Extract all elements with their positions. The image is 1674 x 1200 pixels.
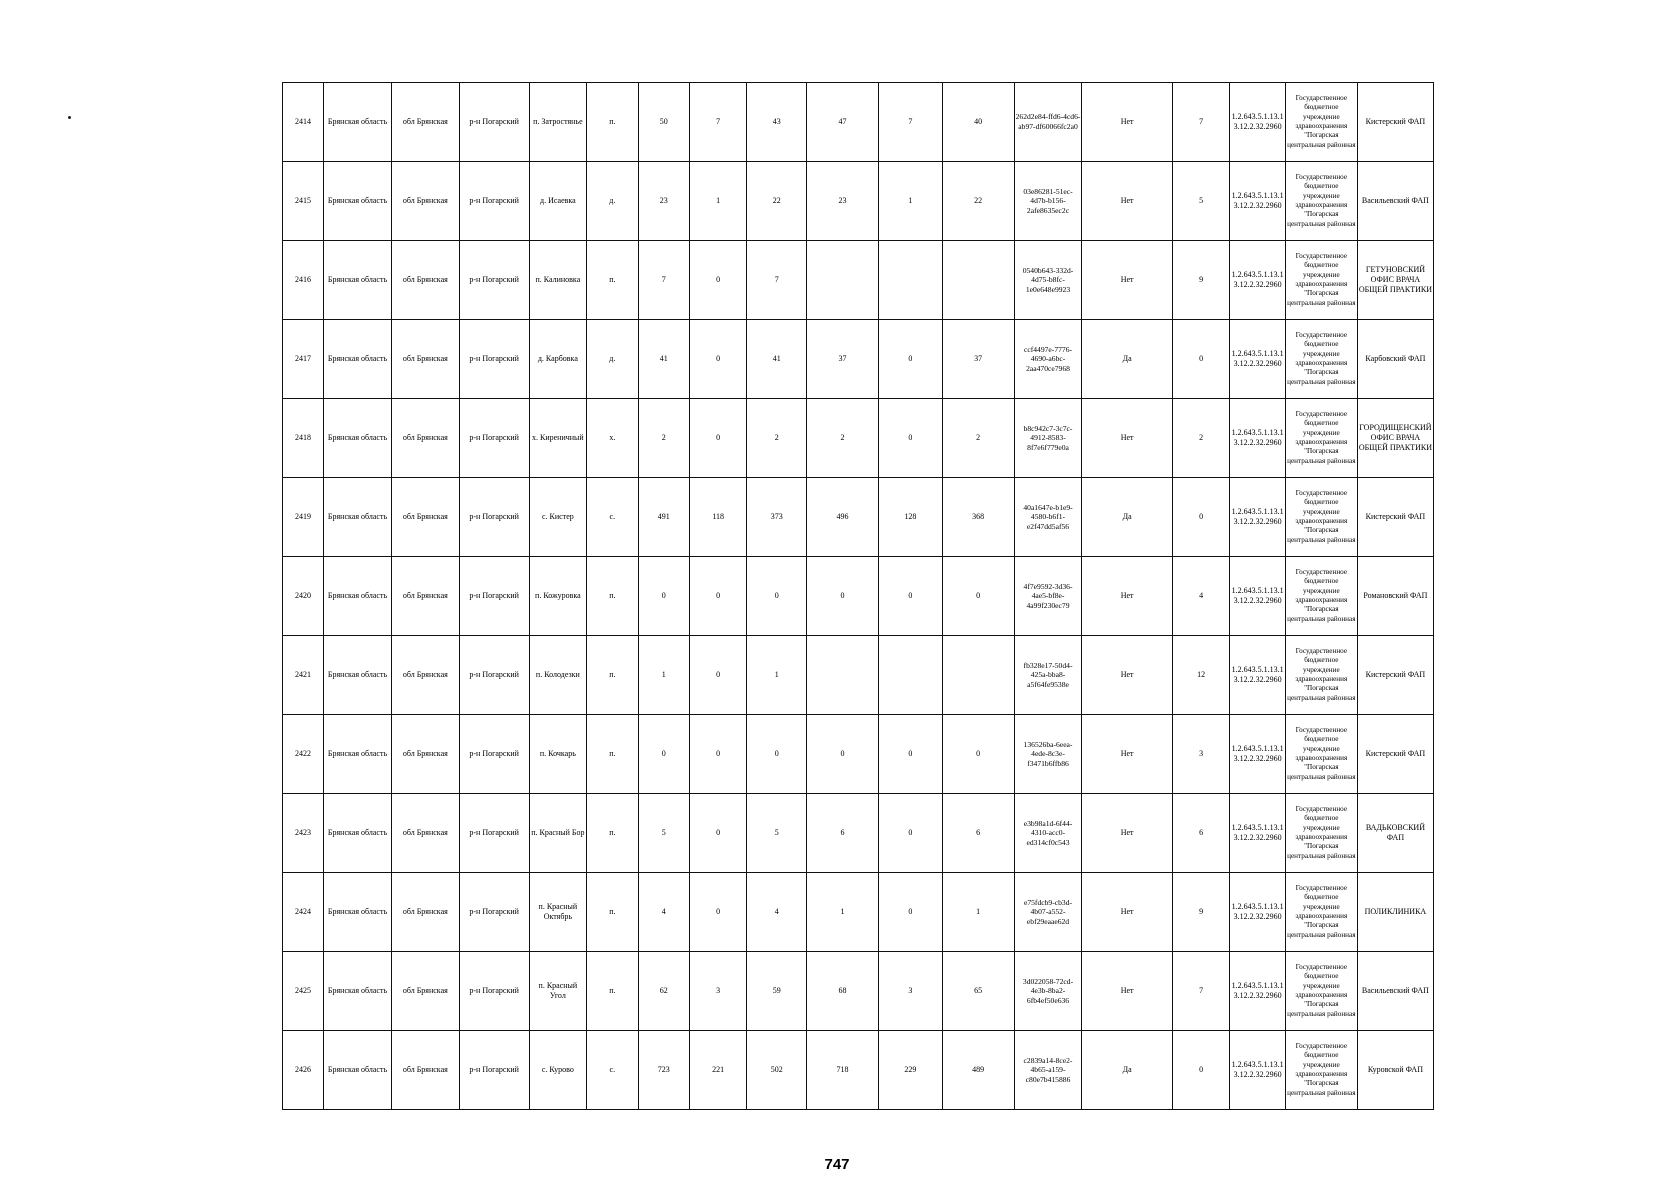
settlement-type-cell: п. [587, 715, 638, 794]
population-total-2-cell: 2 [807, 399, 879, 478]
population-a-cell: 221 [689, 1031, 747, 1110]
table-row [283, 162, 1434, 241]
flag-cell: Нет [1082, 794, 1172, 873]
population-total-2-cell: 718 [807, 1031, 879, 1110]
settlement-cell: п. Красный Октябрь [529, 873, 587, 952]
population-a-cell: 0 [689, 636, 747, 715]
population-b-cell: 59 [747, 952, 807, 1031]
guid-cell: b8c942c7-3c7c-4912-8583-8f7e6f779e0a [1014, 399, 1082, 478]
distance-cell: 0 [1172, 320, 1230, 399]
facility-cell: Кистерский ФАП [1357, 715, 1433, 794]
organization-cell: Государственное бюджетное учреждение здравоохранения "Погарская центральная районная [1285, 715, 1357, 794]
oblast-cell: обл Брянская [391, 873, 459, 952]
population-total-cell: 0 [638, 557, 689, 636]
settlement-cell: п. Калиновка [529, 241, 587, 320]
population-total-cell: 62 [638, 952, 689, 1031]
population-total-2-cell: 1 [807, 873, 879, 952]
district-cell: р-н Погарский [459, 399, 529, 478]
population-total-2-cell: 6 [807, 794, 879, 873]
region-cell: Брянская область [324, 478, 392, 557]
table-row [283, 873, 1434, 952]
oblast-cell: обл Брянская [391, 1031, 459, 1110]
population-total-cell: 50 [638, 83, 689, 162]
population-total-2-cell: 0 [807, 715, 879, 794]
district-cell: р-н Погарский [459, 1031, 529, 1110]
settlement-cell: п. Кочкарь [529, 715, 587, 794]
population-a-cell: 3 [689, 952, 747, 1031]
guid-cell: 4f7e9592-3d36-4ae5-bf8e-4a99f230ec79 [1014, 557, 1082, 636]
population-a-2-cell: 0 [878, 794, 942, 873]
population-b-2-cell: 22 [942, 162, 1014, 241]
region-cell: Брянская область [324, 636, 392, 715]
settlement-cell: с. Курово [529, 1031, 587, 1110]
region-cell: Брянская область [324, 320, 392, 399]
facility-cell: ПОЛИКЛИНИКА [1357, 873, 1433, 952]
flag-cell: Нет [1082, 715, 1172, 794]
oid-cell: 1.2.643.5.1.13.13.12.2.32.2960 [1230, 715, 1285, 794]
oblast-cell: обл Брянская [391, 320, 459, 399]
table-row [283, 794, 1434, 873]
population-b-cell: 502 [747, 1031, 807, 1110]
distance-cell: 0 [1172, 1031, 1230, 1110]
settlement-cell: п. Затростянье [529, 83, 587, 162]
facility-cell: ГОРОДИЩЕНСКИЙ ОФИС ВРАЧА ОБЩЕЙ ПРАКТИКИ [1357, 399, 1433, 478]
flag-cell: Нет [1082, 557, 1172, 636]
row-number-cell: 2425 [283, 952, 324, 1031]
population-a-2-cell [878, 241, 942, 320]
district-cell: р-н Погарский [459, 557, 529, 636]
row-number-cell: 2420 [283, 557, 324, 636]
table-row [283, 241, 1434, 320]
flag-cell: Нет [1082, 241, 1172, 320]
table-row [283, 83, 1434, 162]
population-total-cell: 7 [638, 241, 689, 320]
oblast-cell: обл Брянская [391, 557, 459, 636]
oblast-cell: обл Брянская [391, 794, 459, 873]
organization-cell: Государственное бюджетное учреждение здравоохранения "Погарская центральная районная [1285, 83, 1357, 162]
population-total-2-cell: 23 [807, 162, 879, 241]
population-a-cell: 0 [689, 241, 747, 320]
population-a-cell: 118 [689, 478, 747, 557]
population-b-2-cell [942, 636, 1014, 715]
population-total-cell: 23 [638, 162, 689, 241]
guid-cell: 03e86281-51ec-4d7b-b156-2afe8635ec2c [1014, 162, 1082, 241]
region-cell: Брянская область [324, 83, 392, 162]
region-cell: Брянская область [324, 399, 392, 478]
facility-cell: Куровской ФАП [1357, 1031, 1433, 1110]
population-b-2-cell: 489 [942, 1031, 1014, 1110]
district-cell: р-н Погарский [459, 873, 529, 952]
facility-cell: Кистерский ФАП [1357, 478, 1433, 557]
flag-cell: Да [1082, 478, 1172, 557]
row-number-cell: 2414 [283, 83, 324, 162]
organization-cell: Государственное бюджетное учреждение здравоохранения "Погарская центральная районная [1285, 794, 1357, 873]
district-cell: р-н Погарский [459, 162, 529, 241]
distance-cell: 6 [1172, 794, 1230, 873]
population-b-cell: 4 [747, 873, 807, 952]
population-a-2-cell: 0 [878, 715, 942, 794]
population-total-2-cell: 37 [807, 320, 879, 399]
population-a-2-cell: 0 [878, 399, 942, 478]
population-total-cell: 5 [638, 794, 689, 873]
population-total-2-cell [807, 241, 879, 320]
row-number-cell: 2422 [283, 715, 324, 794]
organization-cell: Государственное бюджетное учреждение здравоохранения "Погарская центральная районная [1285, 557, 1357, 636]
district-cell: р-н Погарский [459, 83, 529, 162]
oid-cell: 1.2.643.5.1.13.13.12.2.32.2960 [1230, 873, 1285, 952]
population-a-2-cell: 7 [878, 83, 942, 162]
organization-cell: Государственное бюджетное учреждение здравоохранения "Погарская центральная районная [1285, 478, 1357, 557]
guid-cell: 0540b643-332d-4d75-b8fc-1e0e648e9923 [1014, 241, 1082, 320]
settlement-type-cell: п. [587, 873, 638, 952]
population-a-2-cell: 0 [878, 873, 942, 952]
table-row [283, 557, 1434, 636]
oid-cell: 1.2.643.5.1.13.13.12.2.32.2960 [1230, 478, 1285, 557]
settlement-cell: д. Исаевка [529, 162, 587, 241]
population-a-cell: 7 [689, 83, 747, 162]
district-cell: р-н Погарский [459, 478, 529, 557]
oid-cell: 1.2.643.5.1.13.13.12.2.32.2960 [1230, 1031, 1285, 1110]
facility-cell: Романовский ФАП [1357, 557, 1433, 636]
organization-cell: Государственное бюджетное учреждение здравоохранения "Погарская центральная районная [1285, 636, 1357, 715]
oblast-cell: обл Брянская [391, 83, 459, 162]
population-a-2-cell: 128 [878, 478, 942, 557]
population-total-cell: 2 [638, 399, 689, 478]
population-a-cell: 0 [689, 399, 747, 478]
row-number-cell: 2426 [283, 1031, 324, 1110]
population-b-cell: 2 [747, 399, 807, 478]
facility-cell: Васильевский ФАП [1357, 952, 1433, 1031]
region-cell: Брянская область [324, 241, 392, 320]
region-cell: Брянская область [324, 715, 392, 794]
distance-cell: 5 [1172, 162, 1230, 241]
settlement-cell: с. Кистер [529, 478, 587, 557]
oid-cell: 1.2.643.5.1.13.13.12.2.32.2960 [1230, 162, 1285, 241]
guid-cell: 3d022058-72cd-4e3b-8ba2-6fb4ef50e636 [1014, 952, 1082, 1031]
facility-cell: Кистерский ФАП [1357, 636, 1433, 715]
population-total-cell: 41 [638, 320, 689, 399]
district-cell: р-н Погарский [459, 952, 529, 1031]
population-a-2-cell: 0 [878, 557, 942, 636]
flag-cell: Да [1082, 320, 1172, 399]
region-cell: Брянская область [324, 794, 392, 873]
population-total-2-cell: 496 [807, 478, 879, 557]
row-number-cell: 2419 [283, 478, 324, 557]
population-a-2-cell: 0 [878, 320, 942, 399]
population-total-2-cell: 0 [807, 557, 879, 636]
row-number-cell: 2421 [283, 636, 324, 715]
distance-cell: 7 [1172, 83, 1230, 162]
population-a-2-cell [878, 636, 942, 715]
flag-cell: Да [1082, 1031, 1172, 1110]
settlement-type-cell: д. [587, 162, 638, 241]
population-b-2-cell: 40 [942, 83, 1014, 162]
facility-cell: Карбовский ФАП [1357, 320, 1433, 399]
settlement-cell: д. Карбовка [529, 320, 587, 399]
population-b-2-cell [942, 241, 1014, 320]
settlement-cell: п. Красный Бор [529, 794, 587, 873]
settlement-cell: п. Красный Угол [529, 952, 587, 1031]
population-b-2-cell: 0 [942, 557, 1014, 636]
row-number-cell: 2415 [283, 162, 324, 241]
distance-cell: 0 [1172, 478, 1230, 557]
organization-cell: Государственное бюджетное учреждение здравоохранения "Погарская центральная районная [1285, 162, 1357, 241]
region-cell: Брянская область [324, 1031, 392, 1110]
guid-cell: e75fdcb9-cb3d-4b07-a552-ebf29eaae62d [1014, 873, 1082, 952]
distance-cell: 12 [1172, 636, 1230, 715]
distance-cell: 7 [1172, 952, 1230, 1031]
district-cell: р-н Погарский [459, 241, 529, 320]
row-number-cell: 2423 [283, 794, 324, 873]
population-b-cell: 41 [747, 320, 807, 399]
organization-cell: Государственное бюджетное учреждение здравоохранения "Погарская центральная районная [1285, 873, 1357, 952]
guid-cell: 136526ba-6eea-4ede-8c3e-f3471b6ffb86 [1014, 715, 1082, 794]
settlement-type-cell: п. [587, 794, 638, 873]
flag-cell: Нет [1082, 162, 1172, 241]
table-row [283, 952, 1434, 1031]
guid-cell: 40a1647e-b1e9-4580-b6f1-e2f47dd5af56 [1014, 478, 1082, 557]
population-a-cell: 0 [689, 794, 747, 873]
population-b-cell: 7 [747, 241, 807, 320]
row-number-cell: 2417 [283, 320, 324, 399]
region-cell: Брянская область [324, 557, 392, 636]
row-number-cell: 2416 [283, 241, 324, 320]
settlement-type-cell: с. [587, 1031, 638, 1110]
distance-cell: 3 [1172, 715, 1230, 794]
oid-cell: 1.2.643.5.1.13.13.12.2.32.2960 [1230, 399, 1285, 478]
table-row [283, 636, 1434, 715]
district-cell: р-н Погарский [459, 636, 529, 715]
table-body [283, 83, 1434, 1110]
settlement-type-cell: с. [587, 478, 638, 557]
settlement-type-cell: п. [587, 83, 638, 162]
district-cell: р-н Погарский [459, 794, 529, 873]
population-b-cell: 373 [747, 478, 807, 557]
oid-cell: 1.2.643.5.1.13.13.12.2.32.2960 [1230, 794, 1285, 873]
population-total-cell: 4 [638, 873, 689, 952]
table-row [283, 320, 1434, 399]
guid-cell: 262d2e84-ffd6-4cd6-ab97-df60066fc2a0 [1014, 83, 1082, 162]
population-b-2-cell: 2 [942, 399, 1014, 478]
table-row [283, 1031, 1434, 1110]
organization-cell: Государственное бюджетное учреждение здравоохранения "Погарская центральная районная [1285, 1031, 1357, 1110]
population-a-cell: 0 [689, 873, 747, 952]
facility-cell: Васильевский ФАП [1357, 162, 1433, 241]
population-b-cell: 0 [747, 557, 807, 636]
table-row [283, 478, 1434, 557]
population-total-2-cell: 68 [807, 952, 879, 1031]
row-number-cell: 2424 [283, 873, 324, 952]
population-total-2-cell: 47 [807, 83, 879, 162]
population-b-cell: 1 [747, 636, 807, 715]
population-a-cell: 0 [689, 715, 747, 794]
population-total-cell: 0 [638, 715, 689, 794]
settlement-cell: п. Колодезки [529, 636, 587, 715]
population-b-2-cell: 37 [942, 320, 1014, 399]
settlement-cell: х. Киреничный [529, 399, 587, 478]
settlement-cell: п. Кожуровка [529, 557, 587, 636]
settlement-type-cell: д. [587, 320, 638, 399]
population-a-cell: 0 [689, 557, 747, 636]
organization-cell: Государственное бюджетное учреждение здравоохранения "Погарская центральная районная [1285, 241, 1357, 320]
oid-cell: 1.2.643.5.1.13.13.12.2.32.2960 [1230, 241, 1285, 320]
scan-speck [68, 116, 71, 119]
oid-cell: 1.2.643.5.1.13.13.12.2.32.2960 [1230, 636, 1285, 715]
oblast-cell: обл Брянская [391, 715, 459, 794]
population-b-cell: 22 [747, 162, 807, 241]
page-number: 747 [824, 1156, 850, 1173]
population-total-cell: 491 [638, 478, 689, 557]
region-cell: Брянская область [324, 162, 392, 241]
settlement-type-cell: п. [587, 636, 638, 715]
guid-cell: fb328e17-50d4-425a-bba8-a5f64fe9538e [1014, 636, 1082, 715]
population-b-2-cell: 65 [942, 952, 1014, 1031]
facility-cell: Кистерский ФАП [1357, 83, 1433, 162]
flag-cell: Нет [1082, 873, 1172, 952]
oid-cell: 1.2.643.5.1.13.13.12.2.32.2960 [1230, 320, 1285, 399]
guid-cell: c2839a14-8ce2-4b65-a159-c80e7b415886 [1014, 1031, 1082, 1110]
distance-cell: 9 [1172, 241, 1230, 320]
facility-cell: ВАДЬКОВСКИЙ ФАП [1357, 794, 1433, 873]
district-cell: р-н Погарский [459, 320, 529, 399]
population-a-cell: 1 [689, 162, 747, 241]
population-total-cell: 1 [638, 636, 689, 715]
district-cell: р-н Погарский [459, 715, 529, 794]
oid-cell: 1.2.643.5.1.13.13.12.2.32.2960 [1230, 83, 1285, 162]
organization-cell: Государственное бюджетное учреждение здравоохранения "Погарская центральная районная [1285, 320, 1357, 399]
settlement-type-cell: х. [587, 399, 638, 478]
settlement-type-cell: п. [587, 241, 638, 320]
flag-cell: Нет [1082, 399, 1172, 478]
settlement-type-cell: п. [587, 557, 638, 636]
table-row [283, 399, 1434, 478]
oblast-cell: обл Брянская [391, 636, 459, 715]
guid-cell: e3b98a1d-6f44-4310-acc0-ed314cf0c543 [1014, 794, 1082, 873]
oblast-cell: обл Брянская [391, 162, 459, 241]
oblast-cell: обл Брянская [391, 478, 459, 557]
flag-cell: Нет [1082, 952, 1172, 1031]
organization-cell: Государственное бюджетное учреждение здравоохранения "Погарская центральная районная [1285, 952, 1357, 1031]
population-a-2-cell: 229 [878, 1031, 942, 1110]
settlements-table [282, 82, 1434, 1110]
region-cell: Брянская область [324, 873, 392, 952]
distance-cell: 4 [1172, 557, 1230, 636]
population-b-2-cell: 1 [942, 873, 1014, 952]
organization-cell: Государственное бюджетное учреждение здравоохранения "Погарская центральная районная [1285, 399, 1357, 478]
flag-cell: Нет [1082, 83, 1172, 162]
population-b-cell: 0 [747, 715, 807, 794]
population-b-2-cell: 0 [942, 715, 1014, 794]
table-row [283, 715, 1434, 794]
distance-cell: 9 [1172, 873, 1230, 952]
flag-cell: Нет [1082, 636, 1172, 715]
row-number-cell: 2418 [283, 399, 324, 478]
settlement-type-cell: п. [587, 952, 638, 1031]
guid-cell: ccf4497e-7776-4690-a6bc-2aa470ce7968 [1014, 320, 1082, 399]
region-cell: Брянская область [324, 952, 392, 1031]
oid-cell: 1.2.643.5.1.13.13.12.2.32.2960 [1230, 952, 1285, 1031]
population-b-cell: 43 [747, 83, 807, 162]
population-a-2-cell: 3 [878, 952, 942, 1031]
oblast-cell: обл Брянская [391, 241, 459, 320]
oblast-cell: обл Брянская [391, 399, 459, 478]
population-b-2-cell: 6 [942, 794, 1014, 873]
distance-cell: 2 [1172, 399, 1230, 478]
population-a-2-cell: 1 [878, 162, 942, 241]
population-total-2-cell [807, 636, 879, 715]
population-b-cell: 5 [747, 794, 807, 873]
oid-cell: 1.2.643.5.1.13.13.12.2.32.2960 [1230, 557, 1285, 636]
population-b-2-cell: 368 [942, 478, 1014, 557]
oblast-cell: обл Брянская [391, 952, 459, 1031]
facility-cell: ГЕТУНОВСКИЙ ОФИС ВРАЧА ОБЩЕЙ ПРАКТИКИ [1357, 241, 1433, 320]
population-total-cell: 723 [638, 1031, 689, 1110]
population-a-cell: 0 [689, 320, 747, 399]
